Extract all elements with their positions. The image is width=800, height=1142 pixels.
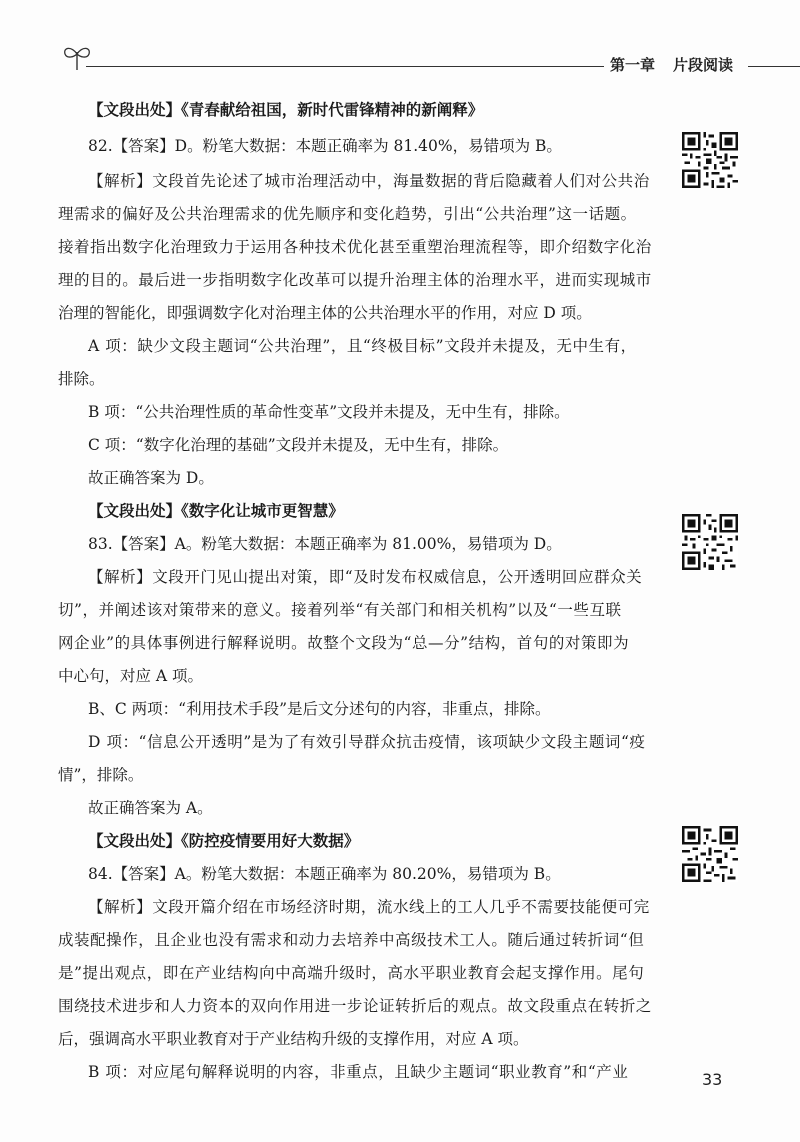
sprout-logo-icon <box>58 42 96 72</box>
answer-line: 83.【答案】A。粉笔大数据：本题正确率为 81.00%，易错项为 D。 <box>88 535 562 553</box>
page-number: 33 <box>702 1070 723 1089</box>
analysis-line: 【解析】文段开篇介绍在市场经济时期，流水线上的工人几乎不需要技能便可完 <box>88 898 650 916</box>
option-line: A 项：缺少文段主题词“公共治理”，且“终极目标”文段并未提及，无中生有， <box>88 337 637 355</box>
analysis-line: 是”提出观点，即在产业结构向中高端升级时，高水平职业教育会起支撑作用。尾句 <box>58 964 645 982</box>
conclusion-line: 故正确答案为 D。 <box>88 469 214 487</box>
section-label: 片段阅读 <box>673 56 734 74</box>
qr-code-icon[interactable] <box>682 132 738 188</box>
qr-code-icon[interactable] <box>682 514 738 570</box>
analysis-line: 【解析】文段首先论述了城市治理活动中，海量数据的背后隐藏着人们对公共治 <box>88 172 650 190</box>
option-line: B 项：对应尾句解释说明的内容，非重点，且缺少主题词“职业教育”和“产业 <box>88 1063 629 1081</box>
source-line: 【文段出处】《青春献给祖国，新时代雷锋精神的新阐释》 <box>88 101 484 119</box>
analysis-line: 理的目的。最后进一步指明数字化改革可以提升治理主体的治理水平，进而实现城市 <box>58 271 652 289</box>
analysis-line: 切”，并阐述该对策带来的意义。接着列举“有关部门和相关机构”以及“一些互联 <box>58 601 622 619</box>
option-line: 排除。 <box>58 370 105 388</box>
page-header <box>58 42 800 78</box>
option-line: B、C 两项：“利用技术手段”是后文分述句的内容，非重点，排除。 <box>88 700 551 718</box>
running-head <box>604 54 739 75</box>
source-line: 【文段出处】《数字化让城市更智慧》 <box>88 502 344 520</box>
analysis-line: 网企业”的具体事例进行解释说明。故整个文段为“总—分”结构，首句的对策即为 <box>58 634 630 652</box>
analysis-line: 中心句，对应 A 项。 <box>58 667 204 685</box>
analysis-line: 围绕技术进步和人力资本的双向作用进一步论证转折后的观点。故文段重点在转折之 <box>58 997 652 1015</box>
option-line: B 项：“公共治理性质的革命性变革”文段并未提及，无中生有，排除。 <box>88 403 570 421</box>
analysis-line: 接着指出数字化治理致力于运用各种技术优化甚至重塑治理流程等，即介绍数字化治 <box>58 238 652 256</box>
qr-code-icon[interactable] <box>682 826 738 882</box>
chapter-label: 第一章 <box>610 56 656 74</box>
analysis-line: 【解析】文段开门见山提出对策，即“及时发布权威信息，公开透明回应群众关 <box>88 568 643 586</box>
option-line: C 项：“数字化治理的基础”文段并未提及，无中生有，排除。 <box>88 436 509 454</box>
option-line: 情”，排除。 <box>58 766 144 784</box>
header-rule <box>86 66 648 67</box>
answer-line: 84.【答案】A。粉笔大数据：本题正确率为 80.20%，易错项为 B。 <box>88 865 561 883</box>
analysis-line: 理需求的偏好及公共治理需求的优先顺序和变化趋势，引出“公共治理”这一话题。 <box>58 205 637 223</box>
analysis-line: 成装配操作，且企业也没有需求和动力去培养中高级技术工人。随后通过转折词“但 <box>58 931 645 949</box>
option-line: D 项：“信息公开透明”是为了有效引导群众抗击疫情，该项缺少文段主题词“疫 <box>88 733 646 751</box>
source-line: 【文段出处】《防控疫情要用好大数据》 <box>88 832 360 850</box>
header-rule-right <box>748 66 800 67</box>
analysis-line: 后，强调高水平职业教育对于产业结构升级的支撑作用，对应 A 项。 <box>58 1030 529 1048</box>
conclusion-line: 故正确答案为 A。 <box>88 799 213 817</box>
analysis-line: 治理的智能化，即强调数字化对治理主体的公共治理水平的作用，对应 D 项。 <box>58 304 592 322</box>
answer-line: 82.【答案】D。粉笔大数据：本题正确率为 81.40%，易错项为 B。 <box>88 137 562 155</box>
